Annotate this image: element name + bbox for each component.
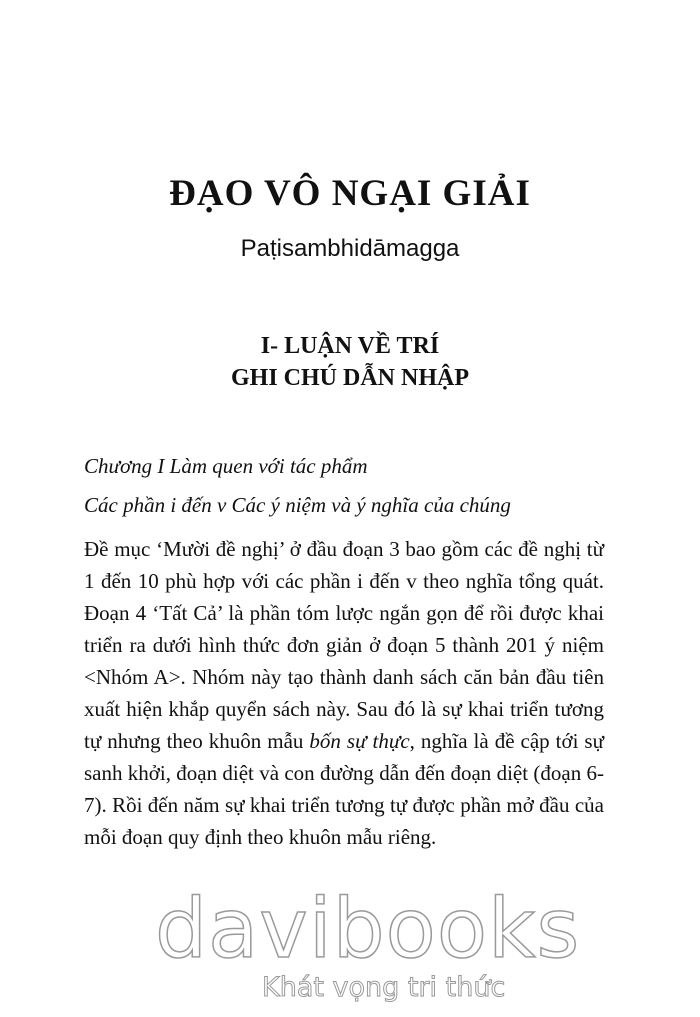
paragraph-text-start: Đề mục ‘Mười đề nghị’ ở đầu đoạn 3 bao gồm các đề nghị từ 1 đến 10 phù hợp với các phần i đến v theo nghĩa tổng quát. Đoạn 4 ‘Tất Cả’ là phần tóm lược ngắn gọn để rồi được khai triển ra dưới hình thức đơn giản ở đoạn 5 thành 201 ý niệm <Nhóm A>. Nhóm này tạo thành danh sách căn bản đầu tiên xuất hiện khắp quyển sách này. Sau đó là sự khai triển tương tự nhưng theo khuôn mẫu bbox=[84, 537, 604, 753]
chapter-title: Chương I Làm quen với tác phẩm bbox=[84, 454, 368, 478]
section-heading bbox=[0, 330, 700, 394]
paragraph-text-end: , nghĩa là đề cập tới sự sanh khởi, đoạn diệt và con đường dẫn đến đoạn diệt (đoạn 6-7). Rồi đến năm sự khai triển tương tự được phần mở đầu của mỗi đoạn quy định theo khuôn mẫu riêng. bbox=[84, 729, 604, 849]
section-heading-line-2: GHI CHÚ DẪN NHẬP bbox=[231, 365, 469, 391]
section-heading-line-1: I- LUẬN VỀ TRÍ bbox=[260, 333, 440, 359]
book-title: ĐẠO VÔ NGẠI GIẢI bbox=[169, 173, 531, 214]
watermark-tagline: Khát vọng tri thức bbox=[262, 972, 506, 1003]
body-paragraph bbox=[84, 533, 604, 853]
paragraph-emphasis: bốn sự thực bbox=[309, 729, 410, 753]
watermark-logo: davibooks bbox=[155, 882, 581, 977]
chapter-parts: Các phần i đến v Các ý niệm và ý nghĩa của chúng bbox=[84, 493, 511, 517]
book-subtitle: Paṭisambhidāmagga bbox=[240, 235, 460, 262]
